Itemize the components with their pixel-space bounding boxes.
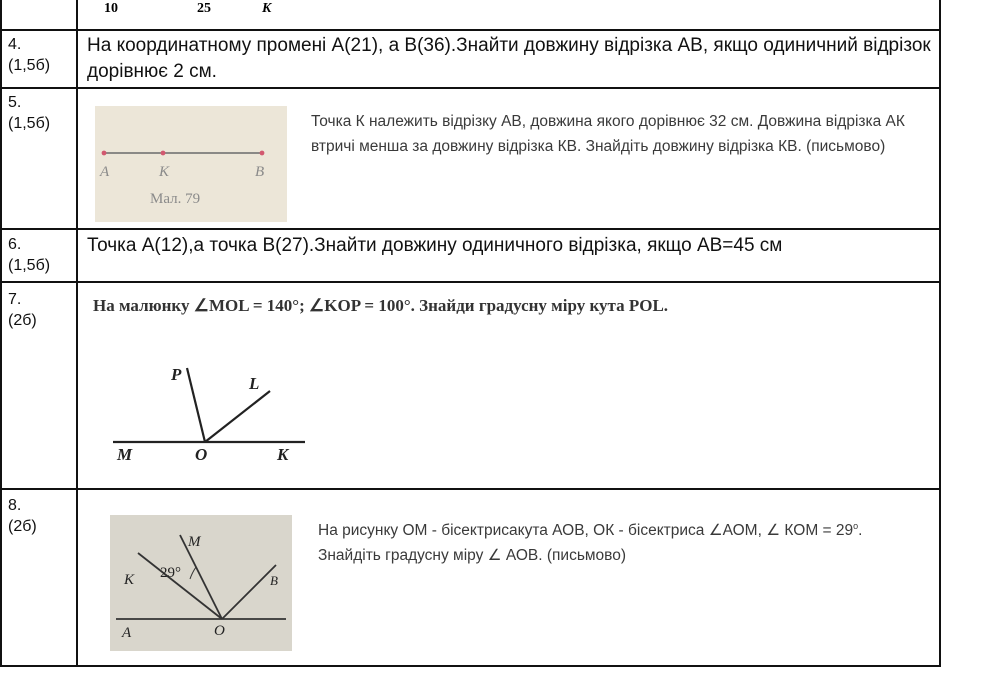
bisector-figure-photo	[110, 515, 292, 651]
ray-label-l: L	[249, 374, 260, 393]
ray-label-k: K	[277, 445, 289, 464]
task-text: На координатному промені А(21), а В(36).Знайти довжину відрізка АВ, якщо одиничний відрізок дорівнює 2 см.	[87, 35, 931, 82]
ray-label-p: P	[171, 365, 182, 384]
ray-label-m: M	[188, 534, 201, 550]
task-points: (2б)	[8, 312, 37, 329]
task-number-label: 8.	[8, 497, 22, 514]
table-right-border	[939, 0, 941, 667]
row-divider	[0, 87, 941, 89]
figure-caption: Мал. 79	[150, 191, 201, 207]
task-points: (1,5б)	[8, 257, 51, 274]
task-number-label: 6.	[8, 236, 22, 253]
tick-label: 10	[104, 1, 118, 16]
tick-label: K	[262, 1, 272, 16]
task-text: Точка А(12),а точка В(27).Знайти довжину одиничного відрізка, якщо АВ=45 см	[87, 235, 783, 256]
vertex-label-o: O	[214, 623, 225, 639]
ray-label-b: B	[270, 573, 278, 588]
task-points: (1,5б)	[8, 57, 51, 74]
vertex-label-o: O	[195, 445, 208, 464]
task-text: Точка К належить відрізку АВ, довжина якого дорівнює 32 см. Довжина відрізка АК втричі менша за довжину відрізка КВ. Знайдіть довжину відрізка КВ. (письмово)	[311, 113, 905, 155]
task-number	[8, 289, 37, 331]
point-label-a: A	[100, 164, 110, 180]
row-divider	[0, 488, 941, 490]
task-points: (1,5б)	[8, 115, 51, 132]
task-number	[8, 34, 50, 76]
segment-figure-photo	[95, 106, 287, 222]
task-number	[8, 92, 50, 134]
ray-label-k: K	[124, 572, 135, 588]
task-text: На малюнку ∠MOL = 140°; ∠KOP = 100°. Знайди градусну міру кута POL.	[93, 296, 669, 315]
task-text	[318, 514, 918, 568]
tick-label: 25	[197, 1, 211, 16]
ray-label-a: A	[122, 625, 132, 641]
table-bottom-border	[0, 665, 941, 667]
previous-number-line-fragment	[80, 0, 380, 20]
task-number	[8, 234, 50, 276]
degree-sign: о	[853, 521, 859, 531]
row-divider	[0, 228, 941, 230]
task-number-label: 5.	[8, 94, 22, 111]
table-left-border	[0, 0, 2, 667]
angle-value-label: 29°	[160, 565, 181, 581]
ray-label-m: M	[117, 445, 133, 464]
angle-figure	[105, 358, 315, 468]
column-divider	[76, 0, 78, 667]
task-points: (2б)	[8, 518, 37, 535]
task-text-tail: . Знайдіть градусну міру ∠ АОВ. (письмово)	[318, 522, 863, 565]
task-number	[8, 495, 37, 537]
task-text-main: На рисунку ОМ - бісектрисакута АОВ, ОК - бісектриса ∠АОМ, ∠ КОМ = 29	[318, 522, 854, 540]
point-label-b: B	[255, 164, 265, 180]
row-divider	[0, 281, 941, 283]
point-label-k: K	[159, 164, 170, 180]
task-number-label: 7.	[8, 291, 22, 308]
row-divider	[0, 29, 941, 31]
task-number-label: 4.	[8, 36, 22, 53]
